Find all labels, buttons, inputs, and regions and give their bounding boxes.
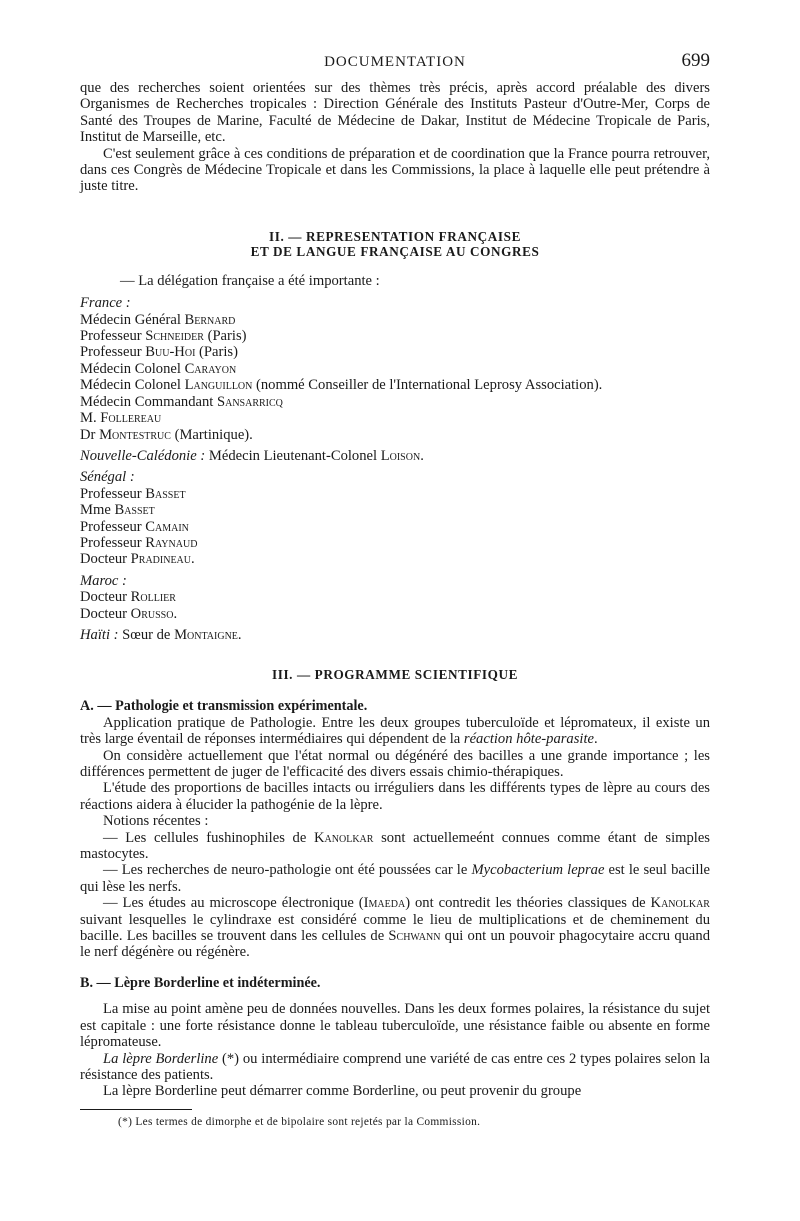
country-label-nouvelle-caledonie: Nouvelle-Calédonie : <box>80 447 206 464</box>
delegate-name: Montaigne <box>174 626 238 643</box>
delegate-suffix: . <box>173 605 178 622</box>
delegate-name: Montestruc <box>99 426 171 443</box>
delegate-entry <box>80 519 710 535</box>
section-2-title-line-1: II. — REPRESENTATION FRANÇAISE <box>269 228 521 244</box>
delegate-suffix: (Paris) <box>195 344 238 361</box>
delegate-prefix: Sœur de <box>118 626 175 643</box>
page-number: 699 <box>681 50 710 71</box>
delegate-suffix: (Paris) <box>203 328 247 345</box>
notions-label: Notions récentes : <box>103 813 209 830</box>
delegate-name: Basset <box>145 485 186 502</box>
section-2-title <box>80 229 710 259</box>
author-name: Kanolkar <box>314 829 374 846</box>
delegate-prefix: Docteur <box>80 551 131 568</box>
delegate-name: Rollier <box>130 589 176 606</box>
text-run: — Les recherches de neuro-pathologie ont été poussées car le <box>103 862 472 879</box>
section-2-title-line-2: ET DE LANGUE FRANÇAISE AU CONGRES <box>250 243 540 259</box>
delegate-entry <box>80 328 710 344</box>
delegate-name: Raynaud <box>145 534 198 551</box>
subsection-a-paragraph-1 <box>80 715 710 748</box>
italic-term: réaction hôte-parasite <box>463 731 594 748</box>
delegate-name: Bernard <box>184 311 236 328</box>
delegate-prefix: M. <box>80 410 101 427</box>
text-run: qui ont un pouvoir phagocytaire accru quand le nerf dégénère ou régénère. <box>80 928 710 961</box>
delegation-list-france <box>80 312 710 443</box>
italic-term: Mycobacterium leprae <box>471 862 605 879</box>
delegate-suffix: . <box>420 447 424 464</box>
delegate-entry <box>80 486 710 502</box>
subsection-b-paragraph-1: La mise au point amène peu de données nouvelles. Dans les deux formes polaires, la résistance du sujet est capitale : une forte résistance donne le tableau tuberculoïde, une résistance faible ou absente en forme lépromateuse. <box>80 1001 710 1051</box>
delegate-prefix: Professeur <box>80 344 146 361</box>
italic-term: La lèpre Borderline <box>103 1050 219 1067</box>
delegate-prefix: Médecin Colonel <box>80 377 185 394</box>
delegate-prefix: Professeur <box>80 328 146 345</box>
text-run: (*) ou intermédiaire comprend une variété de cas entre ces 2 types polaires selon la résistance des patients. <box>80 1050 710 1083</box>
delegate-prefix: Docteur <box>80 605 131 622</box>
delegate-name: Basset <box>114 502 155 519</box>
country-label-haiti: Haïti : <box>80 626 119 643</box>
intro-paragraph-1: que des recherches soient orientées sur des thèmes très précis, après accord préalable des divers Organismes de Recherches tropicales : Direction Générale des Instituts Pasteur d'Outre-Mer, Corps de Santé des Troupes de Marine, Faculté de Médecine de Dakar, Institut de Médecine Tropicale de Paris, Institut de Marseille, etc. <box>80 80 710 146</box>
delegation-intro: — La délégation française a été importante : <box>120 272 380 289</box>
text-run: Application pratique de Pathologie. Entre les deux groupes tuberculoïde et lépromateux, il existe un très large éventail de réponses intermédiaires qui dépendent de la <box>80 714 710 748</box>
delegate-entry <box>80 589 710 605</box>
text-run: sont actuellemeént connues comme étant de simples mastocytes. <box>80 829 710 863</box>
running-title: DOCUMENTATION <box>324 54 466 70</box>
footnote: (*) Les termes de dimorphe et de bipolaire sont rejetés par la Commission. <box>118 1116 481 1128</box>
notion-3 <box>80 895 710 961</box>
text-run: — Les études au microscope électronique ( <box>103 895 364 912</box>
delegate-prefix: Médecin Général <box>80 311 185 328</box>
delegate-prefix: Professeur <box>80 485 146 502</box>
delegate-haiti <box>80 627 710 643</box>
text-run: est le seul bacille qui lèse les nerfs. <box>80 862 710 895</box>
delegate-entry <box>80 377 710 393</box>
delegate-name: Schneider <box>145 328 204 345</box>
delegate-name: Languillon <box>184 377 253 394</box>
delegate-prefix: Dr <box>80 426 100 443</box>
delegate-name: Camain <box>145 518 189 535</box>
delegation-list-senegal <box>80 486 710 568</box>
delegate-prefix: Médecin Colonel <box>80 360 185 377</box>
delegate-entry <box>80 535 710 551</box>
text-run: suivant lesquelles le cylindraxe est considéré comme le lieu de multiplications et de cheminement du bacille. Les bacilles se trouvent dans les cellules de <box>80 911 710 945</box>
subsection-b-paragraph-2 <box>80 1051 710 1084</box>
notion-2 <box>80 862 710 895</box>
delegate-suffix: . <box>191 551 195 568</box>
subsection-b-title: B. — Lèpre Borderline et indéterminée. <box>80 974 321 991</box>
text-run: ) ont contredit les théories classiques de <box>405 895 651 912</box>
delegate-prefix: Mme <box>80 502 115 519</box>
delegate-name: Follereau <box>100 410 162 427</box>
author-name: Imaeda <box>363 895 406 912</box>
delegate-name: Loison <box>380 447 421 464</box>
delegate-prefix: Médecin Lieutenant-Colonel <box>205 447 381 464</box>
notion-1 <box>80 830 710 863</box>
page-header <box>80 48 710 78</box>
delegate-prefix: Médecin Commandant <box>80 393 217 410</box>
delegation-list-maroc <box>80 589 710 622</box>
country-label-france: France : <box>80 295 131 312</box>
delegate-entry <box>80 427 710 443</box>
footnote-rule <box>80 1109 192 1110</box>
delegate-entry <box>80 502 710 518</box>
country-label-senegal: Sénégal : <box>80 469 135 486</box>
delegate-entry <box>80 551 710 567</box>
author-name: Kanolkar <box>650 895 710 912</box>
delegate-prefix: Professeur <box>80 534 146 551</box>
intro-paragraph-2: C'est seulement grâce à ces conditions de préparation et de coordination que la France pourra retrouver, dans ces Congrès de Médecine Tropicale et dans les Commissions, la place à laquelle elle peut prétendre à juste titre. <box>80 145 710 195</box>
delegate-prefix: Professeur <box>80 518 146 535</box>
subsection-a-paragraph-3: L'étude des proportions de bacilles intacts ou irréguliers dans les différents types de lèpre au cours des réactions aidera à élucider la pathogénie de la lèpre. <box>80 780 710 813</box>
delegate-entry <box>80 606 710 622</box>
subsection-a-title: A. — Pathologie et transmission expérimentale. <box>80 698 368 715</box>
delegate-entry <box>80 394 710 410</box>
delegate-name: Carayon <box>184 360 237 377</box>
delegate-entry <box>80 410 710 426</box>
subsection-a-paragraph-2: On considère actuellement que l'état normal ou dégénéré des bacilles a une grande importance ; les différences permettent de juger de l'efficacité des divers essais chimio-thérapiques. <box>80 747 710 780</box>
subsection-b-paragraph-3: La lèpre Borderline peut démarrer comme Borderline, ou peut provenir du groupe <box>103 1083 582 1100</box>
text-run: . <box>594 731 598 748</box>
delegate-prefix: Docteur <box>80 589 131 606</box>
text-run: — Les cellules fushinophiles de <box>103 829 314 846</box>
country-label-maroc: Maroc : <box>80 572 127 589</box>
delegate-name: Buu-Hoi <box>145 344 196 361</box>
delegate-suffix: (nommé Conseiller de l'International Leprosy Association). <box>252 377 603 394</box>
section-3-title: III. — PROGRAMME SCIENTIFIQUE <box>271 667 518 683</box>
delegate-name: Orusso <box>130 605 174 622</box>
delegate-entry <box>80 344 710 360</box>
delegate-name: Sansarricq <box>217 393 283 410</box>
delegate-entry <box>80 312 710 328</box>
page-body <box>80 80 710 1100</box>
delegate-suffix: (Martinique). <box>170 426 253 443</box>
delegate-suffix: . <box>237 626 242 643</box>
author-name: Schwann <box>388 928 441 945</box>
delegate-name: Pradineau <box>130 551 191 568</box>
delegate-nouvelle-caledonie <box>80 448 710 464</box>
delegate-entry <box>80 361 710 377</box>
